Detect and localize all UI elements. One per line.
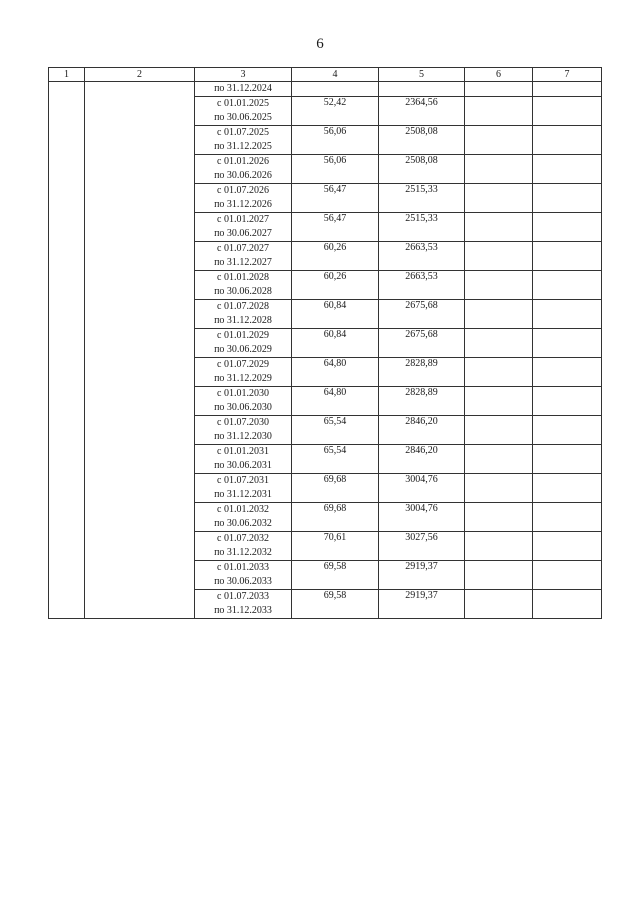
empty-cell — [465, 503, 533, 532]
column-5-value: 2846,20 — [379, 416, 465, 445]
period-from: с 01.07.2027 — [217, 243, 269, 254]
empty-cell — [533, 416, 602, 445]
period-to: по 31.12.2027 — [214, 257, 272, 268]
empty-cell — [465, 387, 533, 416]
column-5-value: 2846,20 — [379, 445, 465, 474]
empty-cell — [465, 97, 533, 126]
empty-cell — [465, 126, 533, 155]
empty-cell — [465, 213, 533, 242]
period-to: по 30.06.2028 — [214, 286, 272, 297]
empty-cell — [465, 561, 533, 590]
column-4-value: 64,80 — [292, 358, 379, 387]
column-4-value: 65,54 — [292, 416, 379, 445]
period-cell — [195, 271, 292, 300]
period-cell — [195, 358, 292, 387]
period-to: по 30.06.2030 — [214, 402, 272, 413]
period-cell — [195, 184, 292, 213]
empty-cell — [465, 474, 533, 503]
empty-cell — [533, 97, 602, 126]
table-body — [49, 82, 602, 619]
column-header: 4 — [292, 68, 379, 82]
column-4-value: 69,58 — [292, 561, 379, 590]
page-number: 6 — [316, 36, 324, 52]
period-to: по 30.06.2027 — [214, 228, 272, 239]
period-cell — [195, 503, 292, 532]
period-cell: по 31.12.2024 — [195, 82, 292, 97]
column-2-merged-cell — [85, 82, 195, 619]
empty-cell — [465, 416, 533, 445]
column-4-value: 52,42 — [292, 97, 379, 126]
period-cell — [195, 445, 292, 474]
empty-cell — [465, 358, 533, 387]
empty-cell — [533, 358, 602, 387]
empty-cell — [465, 155, 533, 184]
empty-cell — [533, 503, 602, 532]
empty-cell — [465, 532, 533, 561]
empty-cell — [533, 126, 602, 155]
empty-cell — [465, 590, 533, 619]
empty-cell — [533, 329, 602, 358]
period-cell — [195, 300, 292, 329]
column-5-value: 3027,56 — [379, 532, 465, 561]
column-4-value: 70,61 — [292, 532, 379, 561]
empty-cell — [465, 329, 533, 358]
column-5-value: 2508,08 — [379, 126, 465, 155]
period-cell — [195, 213, 292, 242]
empty-cell — [465, 82, 533, 97]
period-cell — [195, 474, 292, 503]
column-4-value: 60,84 — [292, 329, 379, 358]
period-from: с 01.07.2029 — [217, 359, 269, 370]
period-from: с 01.07.2033 — [217, 591, 269, 602]
column-5-value: 2515,33 — [379, 184, 465, 213]
column-4-value: 60,84 — [292, 300, 379, 329]
period-to: по 30.06.2029 — [214, 344, 272, 355]
period-to: по 31.12.2031 — [214, 489, 272, 500]
period-to: по 31.12.2026 — [214, 199, 272, 210]
period-from: с 01.01.2033 — [217, 562, 269, 573]
period-from: с 01.01.2029 — [217, 330, 269, 341]
period-to: по 30.06.2033 — [214, 576, 272, 587]
empty-cell — [533, 532, 602, 561]
period-from: с 01.07.2031 — [217, 475, 269, 486]
period-cell — [195, 387, 292, 416]
column-header: 2 — [85, 68, 195, 82]
column-5-value: 2663,53 — [379, 271, 465, 300]
period-to: по 31.12.2033 — [214, 605, 272, 616]
period-cell — [195, 532, 292, 561]
empty-cell — [533, 561, 602, 590]
period-from: с 01.07.2025 — [217, 127, 269, 138]
column-number-row — [49, 68, 602, 82]
column-4-value: 64,80 — [292, 387, 379, 416]
period-from: с 01.01.2032 — [217, 504, 269, 515]
tariff-table — [48, 67, 602, 619]
period-to: по 31.12.2025 — [214, 141, 272, 152]
column-4-value: 56,06 — [292, 126, 379, 155]
column-5-value: 3004,76 — [379, 474, 465, 503]
column-header: 6 — [465, 68, 533, 82]
empty-cell — [533, 590, 602, 619]
period-from: с 01.01.2025 — [217, 98, 269, 109]
column-5-value: 2919,37 — [379, 561, 465, 590]
column-5-value: 2675,68 — [379, 300, 465, 329]
column-1-merged-cell — [49, 82, 85, 619]
column-5-value: 2828,89 — [379, 387, 465, 416]
period-to: по 30.06.2031 — [214, 460, 272, 471]
period-to: по 30.06.2032 — [214, 518, 272, 529]
period-cell — [195, 590, 292, 619]
column-header: 7 — [533, 68, 602, 82]
period-to: по 30.06.2025 — [214, 112, 272, 123]
period-from: с 01.01.2027 — [217, 214, 269, 225]
column-5-value: 2828,89 — [379, 358, 465, 387]
period-cell — [195, 561, 292, 590]
period-to: по 31.12.2028 — [214, 315, 272, 326]
column-4-value: 56,47 — [292, 184, 379, 213]
period-cell — [195, 126, 292, 155]
column-5-value: 2919,37 — [379, 590, 465, 619]
empty-cell — [465, 271, 533, 300]
period-from: с 01.01.2031 — [217, 446, 269, 457]
empty-cell — [465, 300, 533, 329]
period-to: по 31.12.2029 — [214, 373, 272, 384]
value-cell — [379, 82, 465, 97]
period-from: с 01.07.2030 — [217, 417, 269, 428]
empty-cell — [533, 271, 602, 300]
period-from: с 01.07.2028 — [217, 301, 269, 312]
column-4-value: 69,68 — [292, 474, 379, 503]
column-4-value: 60,26 — [292, 271, 379, 300]
value-cell — [292, 82, 379, 97]
column-5-value: 2364,56 — [379, 97, 465, 126]
period-from: с 01.07.2032 — [217, 533, 269, 544]
period-from: с 01.07.2026 — [217, 185, 269, 196]
empty-cell — [533, 242, 602, 271]
period-from: с 01.01.2030 — [217, 388, 269, 399]
period-to: по 31.12.2032 — [214, 547, 272, 558]
column-4-value: 69,58 — [292, 590, 379, 619]
period-cell — [195, 155, 292, 184]
period-cell — [195, 242, 292, 271]
column-4-value: 56,47 — [292, 213, 379, 242]
empty-cell — [533, 474, 602, 503]
column-5-value: 3004,76 — [379, 503, 465, 532]
period-cell — [195, 97, 292, 126]
empty-cell — [533, 82, 602, 97]
empty-cell — [533, 213, 602, 242]
period-cell — [195, 416, 292, 445]
empty-cell — [533, 184, 602, 213]
period-from: с 01.01.2028 — [217, 272, 269, 283]
column-5-value: 2675,68 — [379, 329, 465, 358]
column-4-value: 69,68 — [292, 503, 379, 532]
empty-cell — [465, 445, 533, 474]
empty-cell — [533, 387, 602, 416]
column-5-value: 2508,08 — [379, 155, 465, 184]
empty-cell — [465, 184, 533, 213]
empty-cell — [533, 155, 602, 184]
table-row — [49, 82, 602, 97]
column-4-value: 60,26 — [292, 242, 379, 271]
column-4-value: 65,54 — [292, 445, 379, 474]
empty-cell — [533, 300, 602, 329]
column-header: 1 — [49, 68, 85, 82]
column-4-value: 56,06 — [292, 155, 379, 184]
column-header: 3 — [195, 68, 292, 82]
column-5-value: 2663,53 — [379, 242, 465, 271]
column-5-value: 2515,33 — [379, 213, 465, 242]
empty-cell — [533, 445, 602, 474]
empty-cell — [465, 242, 533, 271]
period-to: по 30.06.2026 — [214, 170, 272, 181]
column-header: 5 — [379, 68, 465, 82]
period-cell — [195, 329, 292, 358]
period-from: с 01.01.2026 — [217, 156, 269, 167]
period-to: по 31.12.2030 — [214, 431, 272, 442]
